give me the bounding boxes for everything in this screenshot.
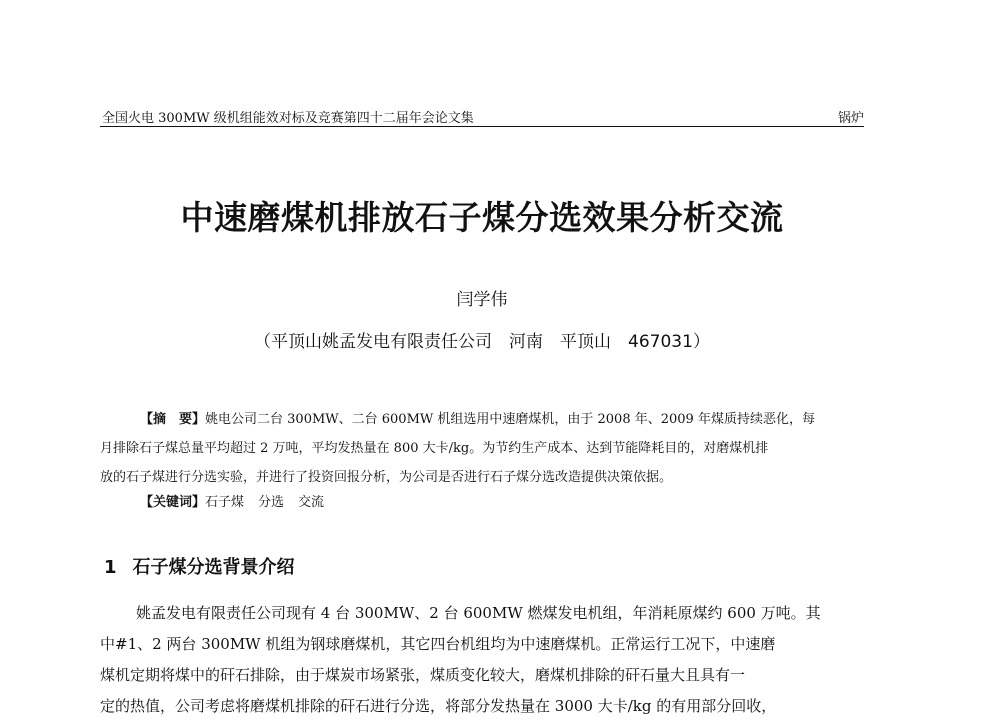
section-body — [100, 598, 864, 722]
section-heading — [104, 553, 295, 579]
keywords-label: 【关键词】 — [140, 495, 206, 510]
abstract — [100, 405, 864, 492]
author-name: 闫学伟 — [456, 290, 508, 310]
section-number: 1 — [104, 557, 117, 578]
body-line: 煤机定期将煤中的矸石排除，由于煤炭市场紧张，煤质变化较大，磨煤机排除的矸石量大且具有一 — [100, 666, 746, 684]
keyword: 分选 — [258, 495, 285, 510]
keyword: 石子煤 — [205, 495, 245, 510]
abstract-paragraph — [100, 405, 864, 492]
abstract-line: 放的石子煤进行分选实验，并进行了投资回报分析，为公司是否进行石子煤分选改造提供决策依据。 — [100, 470, 673, 485]
abstract-line: 月排除石子煤总量平均超过 2 万吨，平均发热量在 800 大卡/kg。为节约生产成本、达到节能降耗目的，对磨煤机排 — [100, 441, 769, 456]
abstract-line: 姚电公司二台 300MW、二台 600MW 机组选用中速磨煤机，由于 2008 年、2009 年煤质持续恶化，每 — [205, 412, 815, 427]
header-section-name: 锅炉 — [837, 111, 864, 126]
body-line: 中#1、2 两台 300MW 机组为钢球磨煤机，其它四台机组均为中速磨煤机。正常运行工况下，中速磨 — [100, 635, 776, 653]
header-proceedings-title: 全国火电 300MW 级机组能效对标及竞赛第四十二届年会论文集 — [102, 111, 474, 126]
body-line: 定的热值，公司考虑将磨煤机排除的矸石进行分选，将部分发热量在 3000 大卡/kg 的有用部分回收， — [100, 697, 777, 715]
body-line: 姚孟发电有限责任公司现有 4 台 300MW、2 台 600MW 燃煤发电机组，年消耗原煤约 600 万吨。其 — [136, 604, 821, 622]
paper-title: 中速磨煤机排放石子煤分选效果分析交流 — [180, 198, 784, 237]
keyword: 交流 — [298, 495, 325, 510]
section-title: 石子煤分选背景介绍 — [132, 557, 295, 578]
running-header — [100, 104, 864, 127]
abstract-label: 【摘 要】 — [140, 412, 206, 427]
keywords — [140, 491, 338, 510]
author-affiliation: （平顶山姚孟发电有限责任公司 河南 平顶山 467031） — [254, 332, 710, 352]
